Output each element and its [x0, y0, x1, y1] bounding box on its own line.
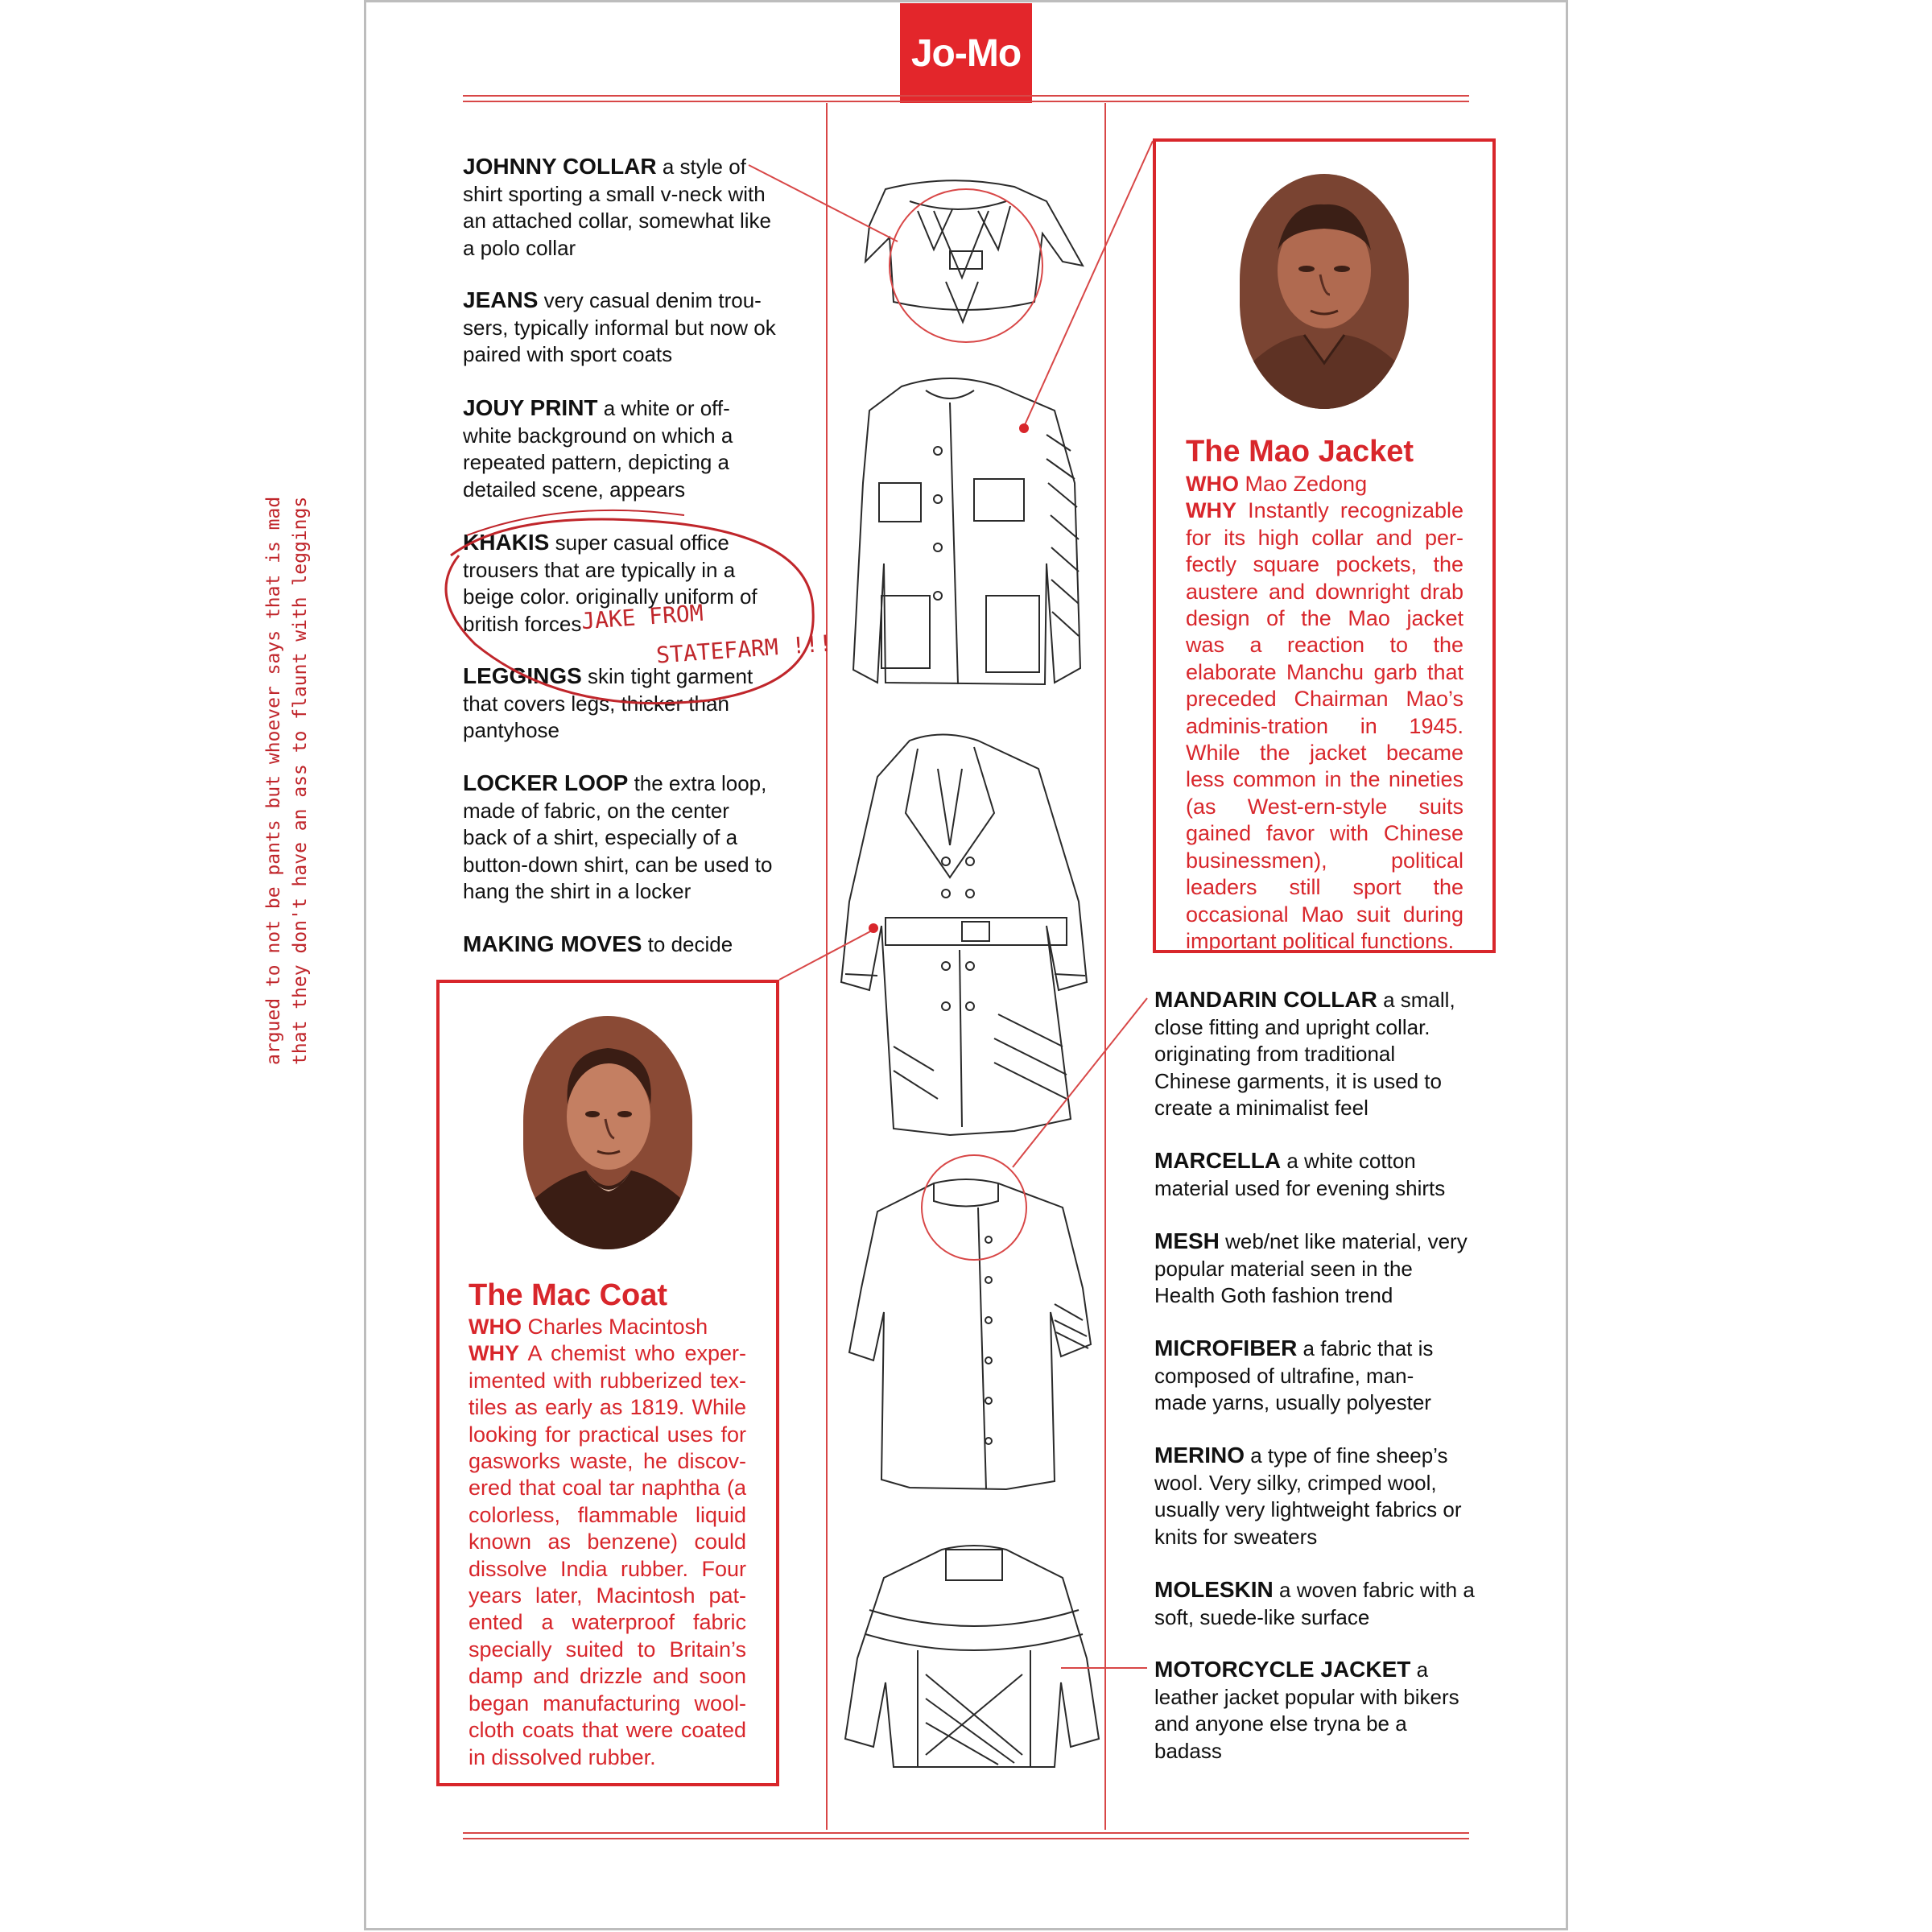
entry-term: MERINO: [1154, 1443, 1245, 1468]
entry-definition: a fabric that is composed of ultrafine, man-made yarns, usually polyester: [1154, 1336, 1434, 1414]
connector-line: [779, 930, 873, 980]
entry-definition: to decide: [642, 932, 733, 956]
mao-feature-title: The Mao Jacket: [1186, 435, 1414, 469]
entry-definition: skin tight garment that covers legs, thicker than pantyhose: [463, 664, 753, 742]
entry-definition: web/net like material, very popular material seen in the Health Goth fashion trend: [1154, 1229, 1468, 1307]
trench-coat-sketch: [841, 735, 1087, 1136]
why-label: WHY: [469, 1341, 519, 1366]
entry-definition: the extra loop, made of fabric, on the center back of a shirt, especially of a button-down shirt, can be used to hang the shirt in a locker: [463, 771, 773, 903]
entry-definition: super casual office trousers that are typically in a beige color. originally uniform of british forces: [463, 530, 758, 636]
entry-term: MESH: [1154, 1228, 1220, 1253]
entry-term: KHAKIS: [463, 530, 550, 555]
entry-definition: very casual denim trou-sers, typically informal but now ok paired with sport coats: [463, 288, 776, 366]
connector-line: [749, 165, 898, 242]
handwritten-side-note-1: argued to not be pants but whoever says that is mad: [263, 496, 284, 1065]
handwritten-jake: JAKE FROM: [580, 599, 704, 635]
entry-definition: a small, close fitting and upright collar. originating from traditional Chinese garments, it is used to create a minimalist feel: [1154, 988, 1455, 1120]
entry-definition: a style of shirt sporting a small v-neck with an attached collar, somewhat like a polo collar: [463, 155, 771, 260]
entry-term: MOTORCYCLE JACKET: [1154, 1657, 1411, 1682]
entry-definition: a woven fabric with a soft, suede-like surface: [1154, 1578, 1475, 1629]
entry-term: JOHNNY COLLAR: [463, 154, 657, 179]
entry-term: LOCKER LOOP: [463, 770, 629, 795]
mac-feature-title: The Mac Coat: [469, 1278, 668, 1312]
mandarin-shirt-sketch: [849, 1179, 1091, 1489]
connector-line: [1024, 141, 1153, 427]
entry-term: MICROFIBER: [1154, 1335, 1298, 1360]
why-value: A chemist who exper-imented with rubberized tex-tiles as early as 1819. While looking for practical uses for gasworks waste, he discov-ered that coal tar naphtha (a colorless, flammable liquid known as benzene) could dissolve India rubber. Four years later, Macintosh pat-ented a waterproof fabric specially suited to Britain’s damp and drizzle and soon began manufacturing wool-cloth coats that were coated in dissolved rubber.: [469, 1341, 746, 1769]
entry-term: LEGGINGS: [463, 663, 582, 688]
entry-definition: a white cotton material used for evening shirts: [1154, 1149, 1446, 1200]
entry-term: MARCELLA: [1154, 1148, 1282, 1173]
who-label: WHO: [1186, 472, 1239, 496]
entry-definition: a type of fine sheep’s wool. Very silky, crimped wool, usually very lightweight fabrics or knits for sweaters: [1154, 1443, 1462, 1549]
who-value: Mao Zedong: [1238, 472, 1368, 496]
entry-definition: a leather jacket popular with bikers and anyone else tryna be a badass: [1154, 1657, 1459, 1763]
mao-jacket-sketch: [853, 378, 1080, 684]
handwritten-statefarm: STATEFARM !!!: [655, 630, 834, 669]
entry-term: JEANS: [463, 287, 539, 312]
why-value: Instantly recognizable for its high collar and per-fectly square pockets, the austere and downright drab design of the Mao jacket was a reaction to the elaborate Manchu garb that preceded Chairman Mao’s adminis-tration in 1945. While the jacket became less common in the nineties (as West-ern-style suits gained favor with Chinese businessmen), political leaders still sport the occasional Mao suit during important political functions.: [1186, 498, 1463, 953]
mandarin-callout-circle: [922, 1155, 1026, 1260]
entry-term: MANDARIN COLLAR: [1154, 987, 1377, 1012]
motorcycle-jacket-sketch: [845, 1546, 1099, 1767]
who-value: Charles Macintosh: [521, 1315, 708, 1339]
entry-term: MOLESKIN: [1154, 1577, 1274, 1602]
handwritten-side-note-2: that they don't have an ass to flaunt with leggings: [290, 496, 311, 1065]
why-label: WHY: [1186, 498, 1236, 523]
entry-definition: a white or off-white background on which a repeated pattern, depicting a detailed scene, appears: [463, 396, 733, 502]
section-tab: Jo-Mo: [900, 3, 1032, 103]
entry-term: MAKING MOVES: [463, 931, 642, 956]
entry-term: JOUY PRINT: [463, 395, 598, 420]
who-label: WHO: [469, 1315, 522, 1339]
